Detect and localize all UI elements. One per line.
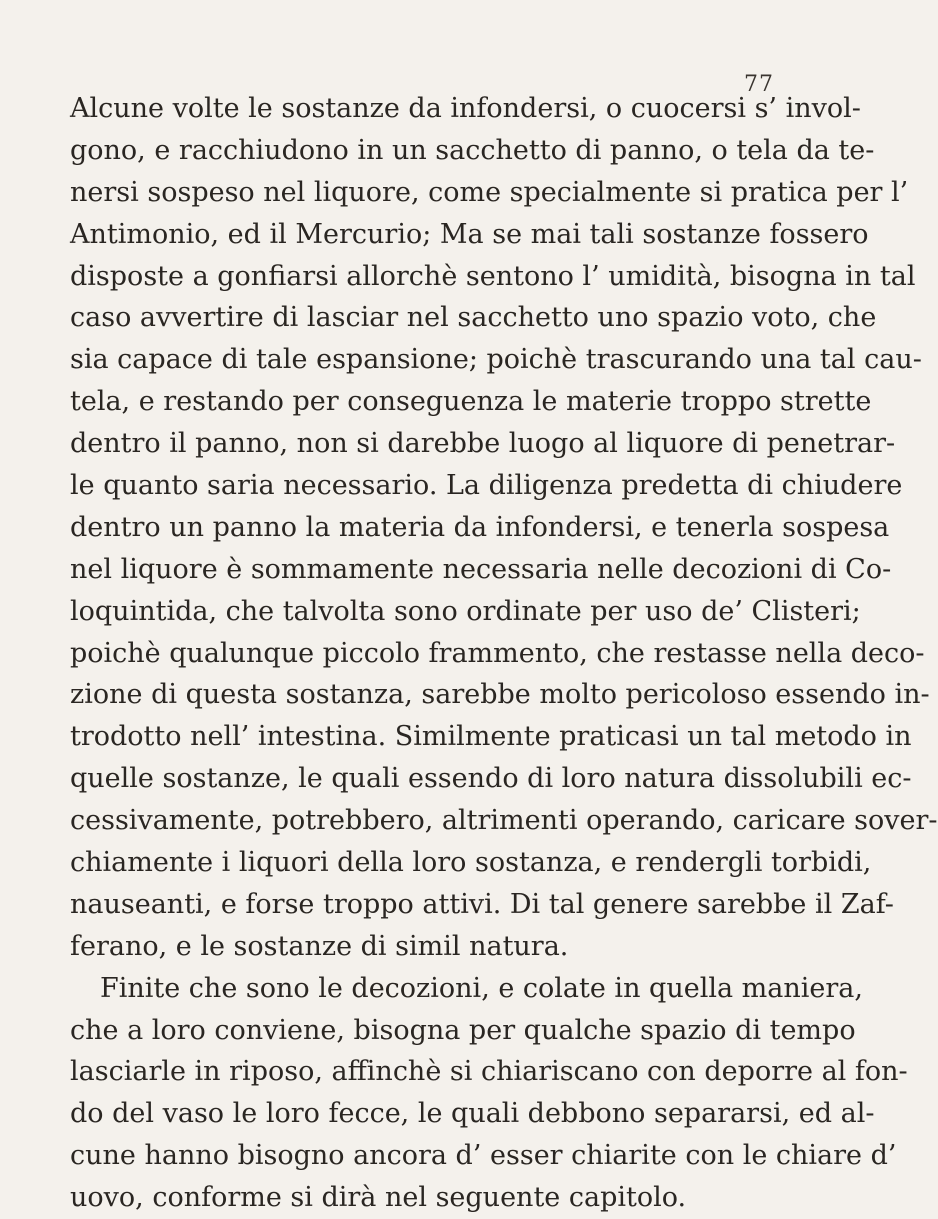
text-line: trodotto nell’ intestina. Similmente praticasi un tal metodo in [70,721,912,753]
text-line: Finite che sono le decozioni, e colate in quella maniera, [100,972,863,1004]
text-line: cune hanno bisogno ancora d’ esser chiarite con le chiare d’ [70,1140,897,1172]
text-line: quelle sostanze, le quali essendo di loro natura dissolubili ec- [70,763,912,795]
text-line: uovo, conforme si dirà nel seguente capitolo. [70,1182,687,1214]
text-line: gono, e racchiudono in un sacchetto di panno, o tela da te- [70,134,875,166]
text-line: do del vaso le loro fecce, le quali debbono separarsi, ed al- [70,1098,875,1130]
text-line: nauseanti, e forse troppo attivi. Di tal genere sarebbe il Zaf- [70,888,894,920]
text-line: dentro il panno, non si darebbe luogo al liquore di penetrar- [70,428,896,460]
text-line: ferano, e le sostanze di simil natura. [70,930,569,962]
paragraph-1 [70,88,938,968]
text-line: poichè qualunque piccolo frammento, che restasse nella deco- [70,637,925,669]
text-line: dentro un panno la materia da infondersi, e tenerla sospesa [70,511,890,543]
text-line: le quanto saria necessario. La diligenza predetta di chiudere [70,470,903,502]
text-line: tela, e restando per conseguenza le materie troppo strette [70,386,872,418]
paragraph-2 [70,968,908,1219]
text-line: loquintida, che talvolta sono ordinate per uso de’ Clisteri; [70,595,861,627]
text-line: cessivamente, potrebbero, altrimenti operando, caricare sover- [70,805,938,837]
text-line: zione di questa sostanza, sarebbe molto pericoloso essendo in- [70,679,930,711]
text-line: nersi sospeso nel liquore, come specialmente si pratica per l’ [70,176,909,208]
body-text [70,88,938,1219]
text-line: Alcune volte le sostanze da infondersi, o cuocersi s’ invol- [70,93,861,124]
text-line: disposte a gonfiarsi allorchè sentono l’ umidità, bisogna in tal [70,260,916,292]
text-line: nel liquore è sommamente necessaria nelle decozioni di Co- [70,553,892,585]
text-line: caso avvertire di lasciar nel sacchetto uno spazio voto, che [70,302,877,334]
text-line: Antimonio, ed il Mercurio; Ma se mai tali sostanze fossero [70,218,869,250]
text-line: che a loro conviene, bisogna per qualche spazio di tempo [70,1014,856,1046]
text-line: sia capace di tale espansione; poichè trascurando una tal cau- [70,344,922,376]
text-line: lasciarle in riposo, affinchè si chiariscano con deporre al fon- [70,1056,908,1088]
text-line: chiamente i liquori della loro sostanza, e rendergli torbidi, [70,847,872,879]
page-number: 77 [744,72,774,97]
